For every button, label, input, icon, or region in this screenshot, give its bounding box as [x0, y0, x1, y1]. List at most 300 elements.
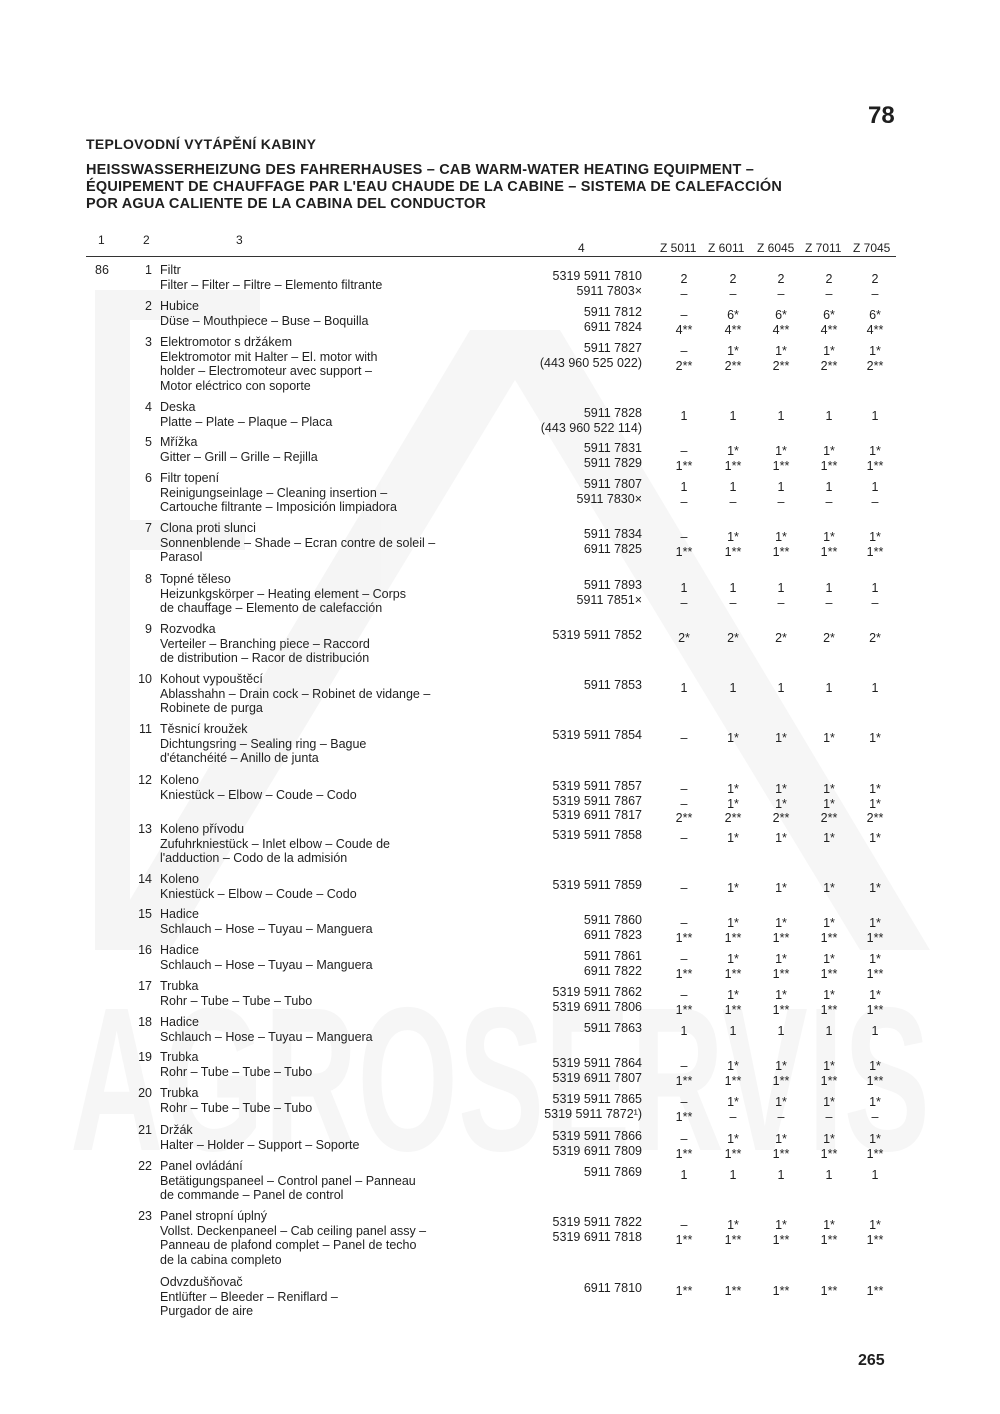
quantity-value: – — [680, 952, 688, 966]
quantity-value: 2** — [772, 811, 790, 825]
quantity-value: 1* — [775, 881, 787, 895]
quantity-value: – — [680, 796, 688, 811]
row-description — [160, 471, 520, 515]
row-description — [160, 1159, 520, 1203]
quantity-value: 1 — [680, 681, 688, 695]
quantity-value: – — [680, 530, 688, 544]
quantity-value: 1** — [772, 544, 790, 559]
quantity-value: – — [825, 595, 833, 610]
column-header-part-number: 4 — [578, 241, 585, 255]
quantity-value: 1* — [727, 731, 739, 745]
quantity-value: 1 — [825, 1024, 833, 1038]
description-line: Koleno přívodu — [160, 822, 245, 836]
quantity-value: 1 — [825, 480, 833, 494]
quantity-value: 1* — [823, 831, 835, 845]
row-position: 18 — [138, 1015, 152, 1029]
quantity-value: – — [680, 344, 688, 358]
description-line: Rohr – Tube – Tube – Tubo — [160, 1100, 313, 1115]
quantity-value: 1* — [869, 796, 881, 811]
description-line: Schlauch – Hose – Tuyau – Manguera — [160, 1029, 373, 1044]
quantity-value: – — [729, 494, 737, 509]
part-number: 5319 5911 7858 — [552, 828, 642, 842]
quantity-value: 1** — [772, 1146, 790, 1161]
quantity-value: 1** — [724, 1284, 742, 1298]
part-number: 5319 6911 7818 — [552, 1229, 642, 1244]
quantity-value: 1** — [820, 1232, 838, 1247]
quantity-value: 1** — [724, 1002, 742, 1017]
part-number: 5319 5911 7854 — [552, 728, 642, 742]
row-position: 8 — [145, 572, 152, 586]
quantity-value: 2** — [772, 358, 790, 373]
quantity-value: 1* — [727, 344, 739, 358]
row-position: 9 — [145, 622, 152, 636]
quantity-value: 1* — [823, 796, 835, 811]
quantity-value: 1* — [823, 881, 835, 895]
description-line: Verteiler – Branching piece – Raccord — [160, 636, 370, 651]
description-line: Koleno — [160, 872, 199, 886]
row-description — [160, 1015, 520, 1044]
description-line: Kohout vypouštěcí — [160, 672, 263, 686]
quantity-value: 2** — [820, 358, 838, 373]
part-number: 5911 7834 — [583, 527, 642, 541]
quantity-value: – — [729, 286, 737, 301]
quantity-value: 2 — [680, 272, 688, 286]
page-number-bottom: 265 — [858, 1352, 885, 1369]
description-line: Odvzdušňovač — [160, 1275, 243, 1289]
description-line: Purgador de aire — [160, 1304, 254, 1318]
part-number: 5911 7828 — [583, 406, 642, 420]
row-position: 19 — [138, 1050, 152, 1064]
quantity-value: – — [680, 881, 688, 895]
part-number: 6911 7822 — [583, 963, 642, 978]
quantity-value: 4** — [675, 322, 693, 337]
quantity-value: 2** — [866, 358, 884, 373]
description-line: Schlauch – Hose – Tuyau – Manguera — [160, 957, 373, 972]
quantity-value: 1** — [675, 1073, 693, 1088]
description-line: Deska — [160, 400, 196, 414]
quantity-value: 1 — [871, 409, 879, 423]
quantity-value: 1 — [680, 581, 688, 595]
quantity-value: 1** — [820, 1146, 838, 1161]
description-line: Filter – Filter – Filtre – Elemento filtrante — [160, 277, 383, 292]
quantity-value: 1** — [772, 930, 790, 945]
description-line: d'étanchéité – Anillo de junta — [160, 751, 319, 765]
row-position: 12 — [138, 773, 152, 787]
quantity-value: 1* — [727, 444, 739, 458]
description-line: Hadice — [160, 943, 199, 957]
quantity-value: 4** — [820, 322, 838, 337]
row-description — [160, 872, 520, 901]
description-line: Zufuhrkniestück – Inlet elbow – Coude de — [160, 836, 390, 851]
quantity-value: – — [871, 494, 879, 509]
quantity-value: 1* — [775, 831, 787, 845]
quantity-value: 1* — [727, 1218, 739, 1232]
quantity-value: 1 — [680, 1168, 688, 1182]
row-position: 6 — [145, 471, 152, 485]
description-line: Kniestück – Elbow – Coude – Codo — [160, 787, 357, 802]
quantity-value: 1* — [823, 1218, 835, 1232]
description-line: Rozvodka — [160, 622, 216, 636]
quantity-value: – — [777, 595, 785, 610]
description-line: Motor eléctrico con soporte — [160, 378, 311, 393]
quantity-value: 1* — [775, 916, 787, 930]
quantity-value: 1* — [869, 1218, 881, 1232]
quantity-value: 2* — [727, 631, 739, 645]
page-heading — [86, 136, 916, 213]
description-line: Topné těleso — [160, 572, 231, 586]
quantity-value: 1* — [727, 1059, 739, 1073]
quantity-value: 1** — [820, 1284, 838, 1298]
part-number: 5319 5911 7862 — [552, 985, 642, 999]
quantity-value: 1 — [871, 581, 879, 595]
quantity-value: 1 — [777, 409, 785, 423]
description-line: Betätigungspaneel – Control panel – Panneau — [160, 1173, 416, 1188]
quantity-value: 1* — [775, 444, 787, 458]
row-position: 21 — [138, 1123, 152, 1137]
quantity-value: 1** — [866, 544, 884, 559]
description-line: Trubka — [160, 979, 199, 993]
quantity-value: – — [777, 1109, 785, 1124]
row-position: 2 — [145, 299, 152, 313]
row-description — [160, 1209, 520, 1267]
quantity-value: 1** — [772, 1284, 790, 1298]
quantity-value: 1* — [823, 1132, 835, 1146]
column-header-group: 1 — [98, 233, 105, 247]
quantity-value: – — [680, 782, 688, 796]
part-number: 5911 7830× — [576, 491, 642, 506]
quantity-value: 2** — [675, 811, 693, 825]
quantity-value: 1* — [775, 796, 787, 811]
description-line: Panel stropní úplný — [160, 1209, 268, 1223]
quantity-value: 1 — [729, 409, 737, 423]
quantity-value: 1** — [820, 966, 838, 981]
quantity-value: 1 — [729, 681, 737, 695]
column-header-z6045: Z 6045 — [757, 241, 795, 255]
part-number: 5911 7869 — [583, 1165, 642, 1179]
part-number: 5319 5911 7810 — [552, 269, 642, 283]
quantity-value: 1 — [777, 480, 785, 494]
quantity-value: 1* — [823, 1059, 835, 1073]
row-description — [160, 299, 520, 328]
header-rule — [86, 256, 896, 257]
quantity-value: 1** — [675, 1002, 693, 1017]
quantity-value: – — [777, 494, 785, 509]
quantity-value: – — [680, 731, 688, 745]
row-description — [160, 822, 520, 866]
quantity-value: – — [680, 595, 688, 610]
row-position: 11 — [139, 722, 152, 736]
description-line: Schlauch – Hose – Tuyau – Manguera — [160, 921, 373, 936]
quantity-value: 2** — [724, 811, 742, 825]
row-description — [160, 979, 520, 1008]
quantity-value: 1 — [871, 1168, 879, 1182]
row-position: 22 — [138, 1159, 152, 1173]
row-position: 20 — [138, 1086, 152, 1100]
quantity-value: – — [680, 286, 688, 301]
quantity-value: 1* — [775, 1218, 787, 1232]
quantity-value: 1* — [727, 796, 739, 811]
row-description — [160, 1123, 520, 1152]
part-number: 5319 5911 7864 — [552, 1056, 642, 1070]
quantity-value: 1* — [823, 988, 835, 1002]
part-number: 5911 7831 — [583, 441, 642, 455]
part-number: (443 960 522 114) — [540, 420, 642, 435]
quantity-value: – — [871, 286, 879, 301]
group-number: 86 — [95, 263, 109, 277]
row-position: 5 — [145, 435, 152, 449]
part-number: 5319 5911 7866 — [552, 1129, 642, 1143]
quantity-value: 1** — [820, 458, 838, 473]
quantity-value: 1* — [869, 530, 881, 544]
row-position: 1 — [145, 263, 152, 277]
quantity-value: 1** — [772, 1232, 790, 1247]
description-line: Halter – Holder – Support – Soporte — [160, 1137, 360, 1152]
column-header-z6011: Z 6011 — [708, 241, 745, 255]
quantity-value: 1 — [871, 1024, 879, 1038]
quantity-value: 1* — [823, 952, 835, 966]
quantity-value: 1** — [724, 1232, 742, 1247]
column-header-position: 2 — [143, 233, 150, 247]
quantity-value: – — [680, 494, 688, 509]
quantity-value: 1 — [680, 480, 688, 494]
part-number: 5319 5911 7859 — [552, 878, 642, 892]
quantity-value: 1** — [820, 930, 838, 945]
quantity-value: 1* — [869, 952, 881, 966]
part-number: 5911 7861 — [583, 949, 642, 963]
column-header-z7011: Z 7011 — [805, 241, 842, 255]
description-line: Filtr topení — [160, 471, 220, 485]
row-description — [160, 943, 520, 972]
description-line: Panel ovládání — [160, 1159, 243, 1173]
part-number: 5319 6911 7807 — [552, 1070, 642, 1085]
quantity-value: 1 — [825, 581, 833, 595]
quantity-value: – — [680, 916, 688, 930]
part-number: 5319 5911 7872¹) — [544, 1106, 642, 1121]
quantity-value: 1* — [775, 1095, 787, 1109]
quantity-value: 1* — [823, 916, 835, 930]
description-line: Mřížka — [160, 435, 198, 449]
quantity-value: 6* — [727, 308, 739, 322]
row-position: 17 — [138, 979, 152, 993]
quantity-value: 1** — [675, 966, 693, 981]
description-line: de la cabina completo — [160, 1252, 282, 1267]
quantity-value: 2* — [678, 631, 690, 645]
quantity-value: 1* — [727, 530, 739, 544]
title-czech: TEPLOVODNÍ VYTÁPĚNÍ KABINY — [86, 136, 317, 152]
quantity-value: 1* — [869, 731, 881, 745]
quantity-value: 4** — [724, 322, 742, 337]
quantity-value: 1** — [675, 1232, 693, 1247]
quantity-value: 1 — [871, 480, 879, 494]
quantity-value: 1** — [675, 1284, 693, 1298]
quantity-value: 2 — [825, 272, 833, 286]
description-line: Rohr – Tube – Tube – Tubo — [160, 993, 313, 1008]
part-number: 5319 6911 7809 — [552, 1143, 642, 1158]
quantity-value: 1 — [777, 581, 785, 595]
quantity-value: – — [680, 1059, 688, 1073]
quantity-value: 1* — [869, 831, 881, 845]
row-description — [160, 335, 520, 393]
row-position: 10 — [138, 672, 152, 686]
quantity-value: 1 — [825, 409, 833, 423]
quantity-value: 2** — [675, 358, 693, 373]
row-description — [160, 572, 520, 616]
title-multilingual-line: ÉQUIPEMENT DE CHAUFFAGE PAR L'EAU CHAUDE DE LA CABINE – SISTEMA DE CALEFACCIÓN — [86, 179, 783, 195]
quantity-value: – — [729, 595, 737, 610]
part-number: 5911 7860 — [583, 913, 642, 927]
description-line: Dichtungsring – Sealing ring – Bague — [160, 736, 367, 751]
row-description — [160, 907, 520, 936]
quantity-value: 1* — [869, 1132, 881, 1146]
quantity-value: 2** — [820, 811, 838, 825]
quantity-value: 1** — [724, 458, 742, 473]
description-line: Platte – Plate – Plaque – Placa — [160, 414, 333, 429]
title-multilingual-line: HEISSWASSERHEIZUNG DES FAHRERHAUSES – CAB WARM-WATER HEATING EQUIPMENT – — [86, 162, 755, 178]
quantity-value: 1* — [823, 530, 835, 544]
part-number: 5911 7827 — [583, 341, 642, 355]
quantity-value: 1** — [866, 458, 884, 473]
quantity-value: 1** — [675, 1109, 693, 1124]
quantity-value: – — [871, 1109, 879, 1124]
page-number-top: 78 — [868, 102, 895, 129]
quantity-value: 1* — [775, 1059, 787, 1073]
quantity-value: – — [680, 988, 688, 1002]
quantity-value: 1 — [777, 1168, 785, 1182]
quantity-value: 1* — [775, 731, 787, 745]
row-position: 15 — [138, 907, 152, 921]
quantity-value: – — [680, 1095, 688, 1109]
quantity-value: – — [825, 1109, 833, 1124]
quantity-value: 1 — [825, 1168, 833, 1182]
part-number: 5911 7893 — [583, 578, 642, 592]
description-line: Hadice — [160, 907, 199, 921]
quantity-value: 1* — [869, 1095, 881, 1109]
description-line: Elektromotor s držákem — [160, 335, 292, 349]
quantity-value: 1* — [727, 831, 739, 845]
part-number: 5911 7853 — [583, 678, 642, 692]
quantity-value: – — [680, 831, 688, 845]
quantity-value: 1** — [866, 930, 884, 945]
description-line: Koleno — [160, 773, 199, 787]
quantity-value: 1* — [869, 916, 881, 930]
quantity-value: 1* — [727, 782, 739, 796]
part-number: 5319 5911 7865 — [552, 1092, 642, 1106]
quantity-value: 2* — [823, 631, 835, 645]
quantity-value: 4** — [772, 322, 790, 337]
quantity-value: 1** — [866, 1002, 884, 1017]
quantity-value: 1** — [724, 1073, 742, 1088]
quantity-value: 1 — [729, 480, 737, 494]
part-number: 5911 7829 — [583, 455, 642, 470]
quantity-value: 1** — [866, 1073, 884, 1088]
row-position: 16 — [138, 943, 152, 957]
quantity-value: 1* — [869, 988, 881, 1002]
quantity-value: 1** — [724, 1146, 742, 1161]
quantity-value: 1* — [869, 881, 881, 895]
description-line: Hubice — [160, 299, 199, 313]
quantity-value: – — [680, 1218, 688, 1232]
quantity-value: 2 — [777, 272, 785, 286]
quantity-value: 2 — [729, 272, 737, 286]
row-description — [160, 622, 520, 666]
row-position: 13 — [138, 822, 152, 836]
part-number: (443 960 525 022) — [539, 355, 642, 370]
quantity-value: 1* — [775, 530, 787, 544]
description-line: Trubka — [160, 1086, 199, 1100]
part-number: 5911 7812 — [583, 305, 642, 319]
quantity-value: 1* — [775, 344, 787, 358]
quantity-value: 6* — [869, 308, 881, 322]
row-position: 23 — [138, 1209, 152, 1223]
quantity-value: 6* — [775, 308, 787, 322]
description-line: Entlüfter – Bleeder – Reniflard – — [160, 1289, 338, 1304]
title-multilingual-line: POR AGUA CALIENTE DE LA CABINA DEL CONDUCTOR — [86, 196, 487, 212]
quantity-value: 1 — [680, 1024, 688, 1038]
quantity-value: 1** — [820, 544, 838, 559]
quantity-value: 1** — [675, 544, 693, 559]
description-line: Gitter – Grill – Grille – Rejilla — [160, 449, 318, 464]
part-number: 5319 5911 7852 — [552, 628, 642, 642]
quantity-value: – — [729, 1109, 737, 1124]
quantity-value: 1* — [869, 444, 881, 458]
quantity-value: 1 — [871, 681, 879, 695]
quantity-value: 1* — [823, 344, 835, 358]
quantity-value: 1** — [866, 1284, 884, 1298]
quantity-value: 1* — [823, 444, 835, 458]
row-description — [160, 773, 520, 802]
part-number: 5319 5911 7857 — [552, 779, 642, 793]
part-number: 5319 6911 7806 — [552, 999, 642, 1014]
part-number: 5911 7851× — [576, 592, 642, 607]
part-number: 5911 7803× — [576, 283, 642, 298]
description-line: Reinigungseinlage – Cleaning insertion – — [160, 485, 388, 500]
part-number: 5319 5911 7867 — [552, 793, 642, 808]
row-description — [160, 1275, 520, 1319]
quantity-value: 2** — [724, 358, 742, 373]
quantity-value: 1** — [820, 1073, 838, 1088]
part-number: 5319 6911 7817 — [552, 808, 642, 822]
quantity-value: – — [680, 1132, 688, 1146]
quantity-value: 1* — [727, 916, 739, 930]
quantity-value: 1* — [869, 344, 881, 358]
description-line: Ablasshahn – Drain cock – Robinet de vidange – — [160, 686, 431, 701]
quantity-value: 1* — [775, 782, 787, 796]
part-number: 6911 7825 — [583, 541, 642, 556]
quantity-value: 1 — [680, 409, 688, 423]
description-line: Držák — [160, 1123, 193, 1137]
quantity-value: – — [871, 595, 879, 610]
quantity-value: 1* — [775, 988, 787, 1002]
quantity-value: – — [680, 444, 688, 458]
row-description — [160, 1050, 520, 1079]
quantity-value: 1* — [727, 952, 739, 966]
part-number: 6911 7823 — [583, 927, 642, 942]
description-line: Clona proti slunci — [160, 521, 256, 535]
column-header-description: 3 — [236, 233, 243, 247]
description-line: Rohr – Tube – Tube – Tubo — [160, 1064, 313, 1079]
quantity-value: 1* — [869, 1059, 881, 1073]
quantity-value: 1** — [675, 1146, 693, 1161]
quantity-value: 1** — [675, 458, 693, 473]
quantity-value: – — [777, 286, 785, 301]
description-line: Vollst. Deckenpaneel – Cab ceiling panel assy – — [160, 1223, 427, 1238]
row-description — [160, 521, 520, 565]
quantity-value: 1 — [729, 581, 737, 595]
quantity-value: 1* — [775, 1132, 787, 1146]
row-position: 4 — [145, 400, 152, 414]
quantity-value: 2* — [869, 631, 881, 645]
row-description — [160, 263, 520, 292]
